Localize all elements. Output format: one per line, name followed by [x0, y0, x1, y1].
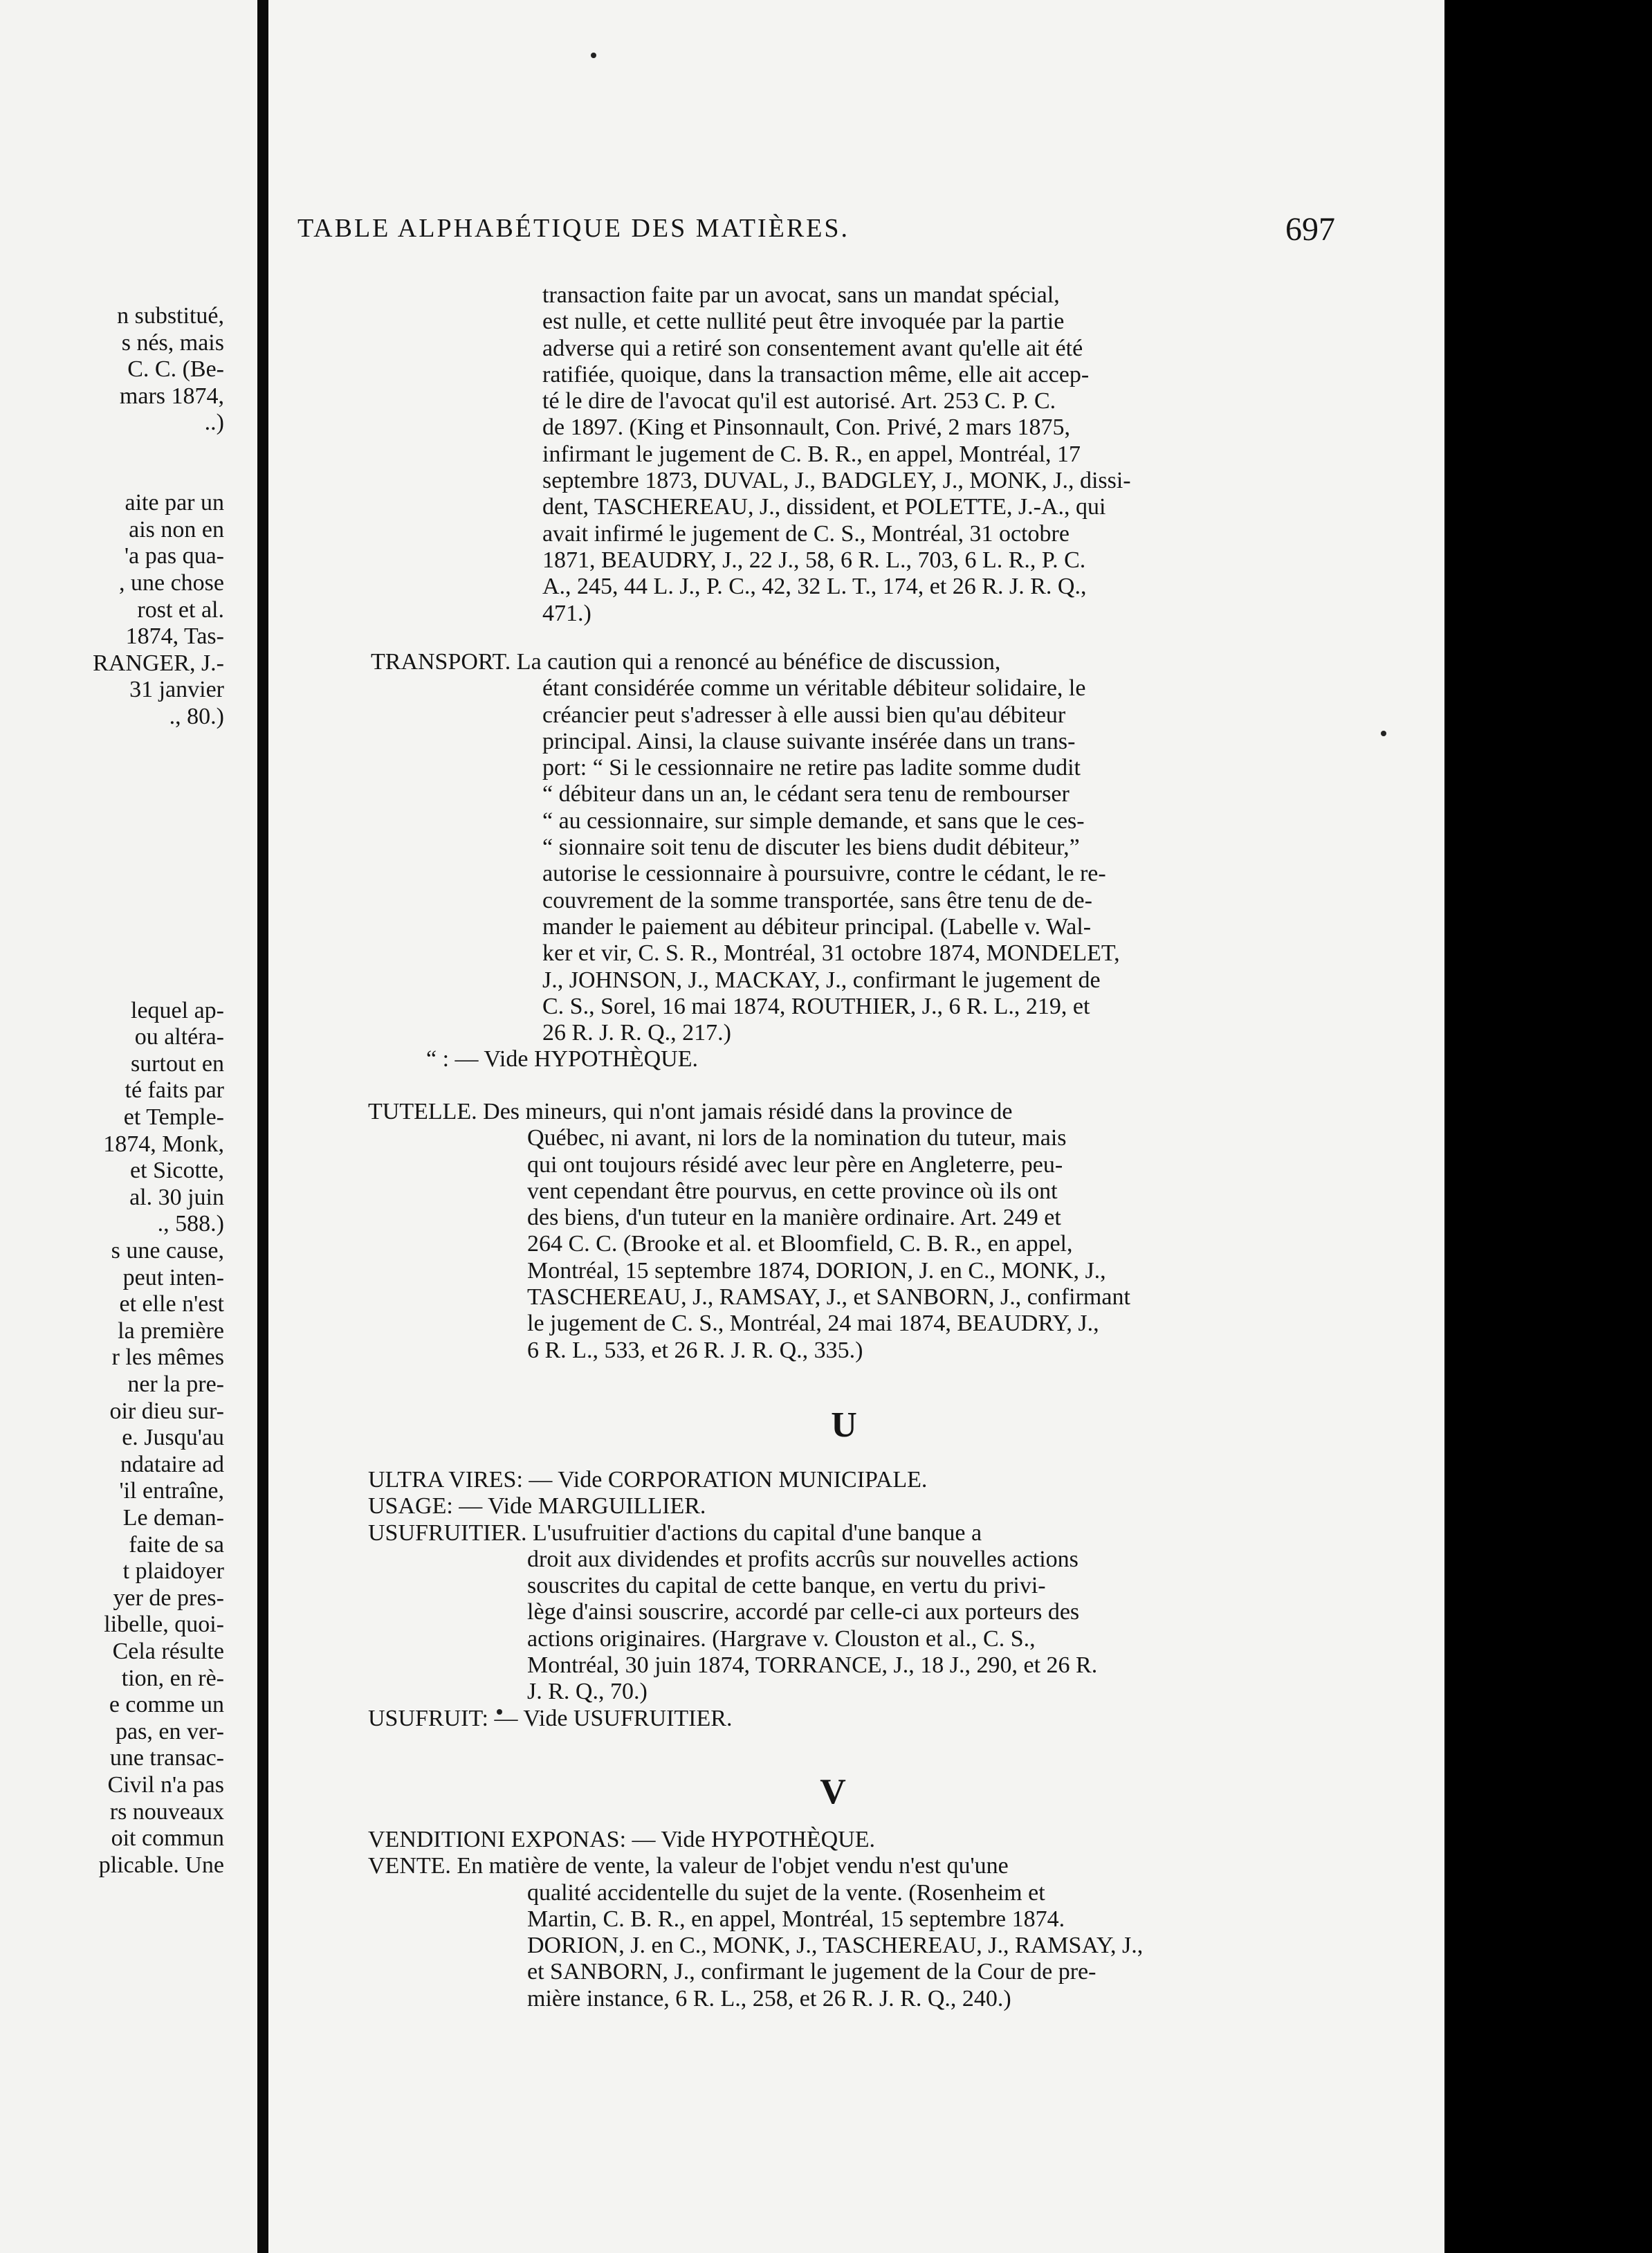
entry-transport: [371, 649, 1328, 1073]
text-line: de 1897. (King et Pinsonnault, Con. Privé, 2 mars 1875,: [542, 414, 1071, 441]
section-letter-v: V: [820, 1772, 846, 1812]
entry-transaction-continuation: [542, 282, 1328, 627]
text-line: VENTE. En matière de vente, la valeur de l'objet vendu n'est qu'une: [368, 1853, 1009, 1879]
text-line: USUFRUITIER. L'usufruitier d'actions du capital d'une banque a: [368, 1520, 982, 1546]
left-page-line: n substitué,: [117, 303, 224, 329]
text-line: créancier peut s'adresser à elle aussi bien qu'au débiteur: [542, 702, 1066, 728]
text-line: infirmant le jugement de C. B. R., en appel, Montréal, 17: [542, 441, 1081, 467]
text-line: port: “ Si le cessionnaire ne retire pas ladite somme dudit: [542, 755, 1081, 781]
text-line: 6 R. L., 533, et 26 R. J. R. Q., 335.): [527, 1337, 863, 1363]
text-line: 471.): [542, 600, 591, 626]
text-line: té le dire de l'avocat qu'il est autorisé. Art. 253 C. P. C.: [542, 388, 1056, 414]
left-page-line: r les mêmes: [111, 1344, 224, 1371]
left-page-line: t plaidoyer: [122, 1558, 224, 1585]
text-line: dent, TASCHEREAU, J., dissident, et POLETTE, J.-A., qui: [542, 494, 1106, 520]
left-page-line: aite par un: [125, 490, 224, 516]
text-line: TUTELLE. Des mineurs, qui n'ont jamais résidé dans la province de: [368, 1099, 1013, 1124]
text-line: 1871, BEAUDRY, J., 22 J., 58, 6 R. L., 703, 6 L. R., P. C.: [542, 547, 1086, 573]
left-page-line: peut inten-: [122, 1264, 224, 1290]
page-number: 697: [1285, 211, 1335, 248]
left-page-line: e comme un: [109, 1692, 224, 1718]
ink-speck: [591, 53, 596, 58]
running-head: [297, 213, 1335, 248]
left-page-line: ..): [204, 410, 224, 436]
text-line: “ : — Vide HYPOTHÈQUE.: [426, 1046, 699, 1073]
text-line: principal. Ainsi, la clause suivante insérée dans un trans-: [542, 728, 1076, 754]
text-line: lège d'ainsi souscrire, accordé par celle-ci aux porteurs des: [527, 1599, 1080, 1625]
left-page-line: ., 588.): [157, 1211, 224, 1237]
left-page-line: oir dieu sur-: [109, 1398, 224, 1424]
text-line: 26 R. J. R. Q., 217.): [542, 1020, 731, 1046]
left-page-line: faite de sa: [129, 1531, 224, 1558]
left-page-line: 1874, Tas-: [125, 623, 224, 650]
text-line: actions originaires. (Hargrave v. Clouston et al., C. S.,: [527, 1625, 1036, 1652]
left-page-line: s une cause,: [111, 1238, 224, 1264]
left-page-line: Cela résulte: [112, 1639, 224, 1664]
text-line: ULTRA VIRES: — Vide CORPORATION MUNICIPALE.: [368, 1467, 928, 1493]
text-line: ratifiée, quoique, dans la transaction même, elle ait accep-: [542, 361, 1090, 387]
text-line: qui ont toujours résidé avec leur père en Angleterre, peu-: [527, 1151, 1063, 1178]
left-page-line: ndataire ad: [120, 1451, 224, 1477]
left-page-line: té faits par: [125, 1077, 224, 1104]
text-line: TASCHEREAU, J., RAMSAY, J., et SANBORN, J., confirmant: [527, 1284, 1130, 1311]
left-page-line: e. Jusqu'au: [122, 1425, 224, 1451]
left-page-line: s nés, mais: [121, 329, 224, 356]
text-line: couvrement de la somme transportée, sans être tenu de de-: [542, 887, 1092, 913]
text-line: transaction faite par un avocat, sans un mandat spécial,: [542, 282, 1060, 308]
text-line: des biens, d'un tuteur en la manière ordinaire. Art. 249 et: [527, 1205, 1061, 1231]
text-line: “ débiteur dans un an, le cédant sera tenu de rembourser: [542, 781, 1070, 808]
left-page-line: 'a pas qua-: [125, 543, 224, 569]
left-page-line: mars 1874,: [119, 383, 224, 409]
left-page-line: Civil n'a pas: [107, 1772, 224, 1798]
book-gutter: [257, 0, 268, 2253]
left-page-line: tion, en rè-: [121, 1665, 224, 1691]
left-page-line: rs nouveaux: [109, 1798, 224, 1825]
text-line: est nulle, et cette nullité peut être invoquée par la partie: [542, 309, 1065, 335]
text-line: USAGE: — Vide MARGUILLIER.: [368, 1493, 706, 1520]
left-page-line: RANGER, J.-: [93, 650, 224, 676]
text-line: A., 245, 44 L. J., P. C., 42, 32 L. T., 174, et 26 R. J. R. Q.,: [542, 574, 1087, 600]
text-line: étant considérée comme un véritable débiteur solidaire, le: [542, 675, 1086, 702]
text-line: mander le paiement au débiteur principal. (Labelle v. Wal-: [542, 913, 1092, 940]
text-line: septembre 1873, DUVAL, J., BADGLEY, J., MONK, J., dissi-: [542, 468, 1131, 494]
left-page-line: ner la pre-: [127, 1371, 224, 1397]
text-line: “ au cessionnaire, sur simple demande, et sans que le ces-: [542, 808, 1085, 834]
text-line: DORION, J. en C., MONK, J., TASCHEREAU, J., RAMSAY, J.,: [527, 1933, 1144, 1959]
text-line: C. S., Sorel, 16 mai 1874, ROUTHIER, J., 6 R. L., 219, et: [542, 993, 1090, 1019]
left-page-line: yer de pres-: [113, 1585, 224, 1611]
section-letter-u: U: [831, 1405, 857, 1445]
left-page-line: pas, en ver-: [116, 1718, 224, 1744]
left-page-line: ., 80.): [169, 704, 224, 729]
left-page-line: lequel ap-: [131, 997, 224, 1023]
left-page-line: rost et al.: [137, 596, 224, 623]
left-page-line: ais non en: [129, 516, 224, 542]
text-line: mière instance, 6 R. L., 258, et 26 R. J. R. Q., 240.): [527, 1985, 1011, 2012]
entry-tutelle: [368, 1099, 1328, 1364]
text-line: Québec, ni avant, ni lors de la nomination du tuteur, mais: [527, 1125, 1067, 1151]
text-line: Martin, C. B. R., en appel, Montréal, 15 septembre 1874.: [527, 1906, 1065, 1932]
left-page-line: et Temple-: [123, 1104, 224, 1130]
left-page-line: et Sicotte,: [130, 1158, 224, 1184]
text-line: J. R. Q., 70.): [527, 1679, 648, 1705]
text-line: autorise le cessionnaire à poursuivre, contre le cédant, le re-: [542, 861, 1106, 887]
ink-speck: [1381, 731, 1386, 736]
text-line: et SANBORN, J., confirmant le jugement de la Cour de pre-: [527, 1959, 1096, 1985]
text-line: Montréal, 15 septembre 1874, DORION, J. en C., MONK, J.,: [527, 1257, 1106, 1284]
left-page-line: plicable. Une: [98, 1852, 224, 1878]
text-line: TRANSPORT. La caution qui a renoncé au bénéfice de discussion,: [371, 649, 1001, 675]
left-page-line: 1874, Monk,: [103, 1131, 224, 1157]
text-line: “ sionnaire soit tenu de discuter les biens dudit débiteur,”: [542, 834, 1080, 861]
text-line: vent cependant être pourvus, en cette province où ils ont: [527, 1178, 1058, 1204]
text-line: le jugement de C. S., Montréal, 24 mai 1874, BEAUDRY, J.,: [527, 1311, 1099, 1337]
left-page-line: et elle n'est: [119, 1291, 224, 1317]
text-line: ker et vir, C. S. R., Montréal, 31 octobre 1874, MONDELET,: [542, 940, 1120, 967]
left-page-line: libelle, quoi-: [104, 1612, 224, 1638]
text-line: souscrites du capital de cette banque, en vertu du privi-: [527, 1573, 1046, 1599]
text-line: droit aux dividendes et profits accrûs sur nouvelles actions: [527, 1546, 1079, 1572]
text-line: qualité accidentelle du sujet de la vente. (Rosenheim et: [527, 1879, 1045, 1906]
entry-ultra-vires-usufruit: [368, 1467, 1328, 1732]
left-page-line: oit commun: [111, 1825, 224, 1852]
left-page-line: ou altéra-: [134, 1024, 224, 1050]
left-page-line: C. C. (Be-: [127, 356, 224, 383]
left-page-line: la première: [118, 1317, 224, 1344]
left-page-line: une transac-: [109, 1745, 224, 1771]
left-page-line: surtout en: [130, 1050, 224, 1077]
text-line: J., JOHNSON, J., MACKAY, J., confirmant le jugement de: [542, 967, 1101, 993]
left-page-line: Le deman-: [122, 1505, 224, 1531]
text-line: VENDITIONI EXPONAS: — Vide HYPOTHÈQUE.: [368, 1827, 875, 1852]
text-line: adverse qui a retiré son consentement avant qu'elle ait été: [542, 335, 1083, 361]
left-page-line: 31 janvier: [129, 677, 224, 703]
left-page-fragment: [0, 0, 257, 2253]
page-title: TABLE ALPHABÉTIQUE DES MATIÈRES.: [297, 214, 850, 243]
left-page-line: al. 30 juin: [129, 1184, 224, 1210]
text-line: 264 C. C. (Brooke et al. et Bloomfield, C. B. R., en appel,: [527, 1231, 1073, 1257]
left-page-line: 'il entraîne,: [119, 1478, 224, 1504]
text-line: USUFRUIT: — Vide USUFRUITIER.: [368, 1705, 733, 1731]
text-line: avait infirmé le jugement de C. S., Montréal, 31 octobre: [542, 520, 1070, 547]
text-line: Montréal, 30 juin 1874, TORRANCE, J., 18 J., 290, et 26 R.: [527, 1652, 1098, 1679]
left-page-line: , une chose: [118, 570, 224, 596]
entry-venditioni-vente: [368, 1827, 1328, 2012]
